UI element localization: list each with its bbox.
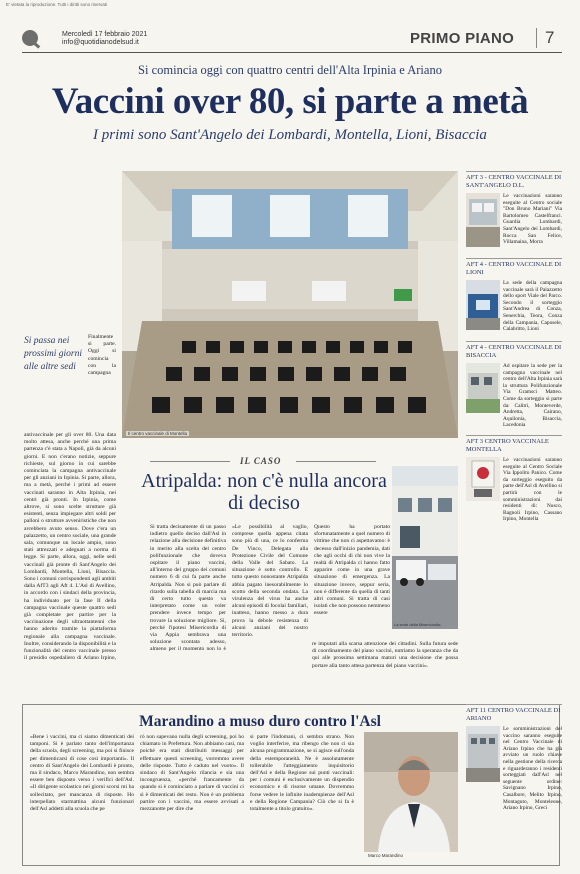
sidebar-text: Le somministrazioni del vaccino saranno eseguite nel Centro Vaccinale di Ariano Irpino che ha già avviato un ruolo chiave nella gestione della ricerca e riguarderanno i residenti sorteggiati dall'Asl nel seguente ordine: Savignano Irpino, Casalbore, Melito Irpino, Montaguto, Monteleone, Ariano Irpino, Greci (503, 726, 562, 812)
sidebar-block-ariano (466, 704, 562, 812)
center-photo (466, 457, 500, 523)
article-overline: Si comincia oggi con quattro centri dell'Alta Irpinia e Ariano (138, 63, 442, 77)
copyright-notice: E' vietata la riproduzione. Tutti i diritti sono riservati (6, 2, 108, 7)
sidebar-title: AFT 3 - CENTRO VACCINALE DI SANT'ANGELO D.L. (466, 171, 562, 190)
marandino-column-1: «Bene i vaccini, ma ci siamo dimenticati dei tamponi. Si è parlato tanto dell'importanza della scuola, degli screening, ma poi si finisce per dimenticarsi di cose così importanti». Il centro di Sant'Angelo dei Lombardi è pronto, ma il sindaco, Marco Marandino, non sembra essere ben disposto verso i verifici dell'Asl. «Il dirigente scolastico nei giorni scorsi mi ha sollecitato, per mancanza di risposte. Ho interpellato starmattina alcuni funzionari dell'Asl addetti alla scuola che pe (30, 734, 134, 813)
caso-divider-right (296, 461, 376, 462)
caso-column-4: re imputati alla scarsa attenzione dei cittadini. Sulla futura sede di coordinamento del piano vaccini, nutriamo la speranza che da qui alle prossima settimana maturi una decisione che possa portare alla tanto attesa partenza del piano vaccini». (312, 641, 458, 669)
caso-title: Atripalda: non c'è nulla ancora di deciso (141, 470, 387, 514)
marandino-portrait (364, 732, 458, 852)
caso-article (150, 524, 390, 654)
center-photo (466, 726, 500, 812)
sidebar-title: AFT 11 CENTRO VACCINALE DI ARIANO (466, 704, 562, 723)
publication-date: Mercoledì 17 febbraio 2021 (62, 31, 148, 38)
header-divider (22, 52, 562, 53)
sidebar-centers (466, 171, 562, 529)
sidebar-title: AFT 3 CENTRO VACCINALE MONTELLA (466, 435, 562, 454)
main-article-body: Finalmente si parte. Oggi si comincia con la campagna antivaccinale per gli over 80. Una data molto attesa, anche perché una prima partenza c'è stata a Napoli, già da alcuni giorni. E non c'erano notizie, seppure richieste, sul giorno in cui sarebbe cominciata la campagna antivaccinale per gli anziani in Irpinia. Si parte, allora, ma a metà, perché i primi ad essere vaccinati saranno in Alta Irpinia, nei centri già pronti. In Irpinia, come altrove, si sono scelte strutture già esistenti, senza impiegare altri soldi per palloni o strutture avveniristiche che non avrebbero avuto senso. Dove c'era un palazzetto, un centro sociale, una grande sala, comunque un locale ampio, sono stati attrezzati e adeguati a norma di legge. Si parte, allora, oggi, nelle sedi vaccinali già pronte di Sant'Angelo dei Lombardi, Montella, Lioni, Bisaccia. Sono i comuni corrispondenti agli ambiti dalla AfT3 agli Aft 4. L'Asl di Avellino, in accordo con i sindaci della provincia, ha individuato per la fase II della campagna vaccinale queste quattro sedi già completate per partire per la vaccinazione degli ultraottantenni che hanno aderito tramite la piattaforma regionale alla campagna vaccinale. Inoltre, considerando la disponibilità e la funzionalità del centro vaccinale presso il presidio ospedaliero di Ariano Irpino, (24, 334, 116, 661)
center-photo (466, 280, 500, 335)
center-photo (466, 363, 500, 429)
sidebar-title: AFT 4 - CENTRO VACCINALE DI LIONI (466, 258, 562, 277)
newspaper-logo-icon (22, 30, 38, 46)
sidebar-text: Le vaccinazioni saranno eseguite al Centro sociale "Don Bruno Mariani" Via Bartolomeo Castelfranci. Guardia Lombardi, Sant'Angelo dei Lombardi, Rocca San Felice, Villamaina, Morra (503, 193, 562, 246)
marandino-column-2: rò non sapevano nulla degli screening, poi ho chiamato in Prefettura. Non abbiamo casi, ma poiché era stati distribuiti messaggi per effettuare questi screening, vorremmo avere delle risposte. Tutto è caduto nel vuoto». Il sindaco di Sant'Angelo rilancia e sia una incongruenza, «perché francamente da quando si è cominciato a parlare di vaccini ci si è dimenticati dei resto. Non è un problema partire con i vaccini, ma essere avvisati a mezzanotte per dire che (140, 734, 244, 813)
sidebar-text: La sede della campagna vaccinale sarà il Palazzetto dello sport Viale del Parco. Secondo il sorteggio Sant'Andrea di Conza, Senerchia, Teora, Conza della Campania, Caposele, Calabritto, Lioni (503, 280, 562, 333)
marandino-column-3: si parte l'indomani, ci sembra strano. Non voglio interferire, ma ribengo che non ci sia alcuna programmazione, se si agisce sull'onda della estemporaneità. Ne è assolutamente tollerabile l'atteggiamento inquisitorio dell'Asl e della Regione sui punti vaccinali: per i comuni è esclusivamente un dispendio economico e di risorse umane. Dovremmo forse vedere le infinite inadempienze dell'Asl e della Regione Campania? Ciò che si fa è totalmente a titolo gratuito». (250, 734, 354, 813)
misericordia-photo (392, 466, 458, 629)
vaccination-center-photo (122, 171, 458, 438)
sidebar-block-bisaccia (466, 341, 562, 429)
sidebar-text: Le vaccinazioni saranno eseguite al Centro Sociale Via Ippolito Panico. Come da sorteggio eseguito da parte dell'Asl di Avellino si partirà con le somministrazioni dai residenti di: Nusco, Bagnoli Irpino, Cassano Irpino, Montella (503, 456, 562, 523)
pull-quote: Si passa nei prossimi giorni alle altre sedi (24, 336, 82, 372)
page-number: 7 (536, 28, 554, 48)
caso-label: IL CASO (240, 456, 282, 466)
misericordia-photo-caption: La sede della Misericordia (394, 622, 441, 627)
caso-column-2: «Le possibilità al vaglio, comprese quella appena citata sono più di una, ce lo conferma De Vinco, Delegata alla Protezione Civile del Comune della Valle del Sabato. La situazione è sotto controllo. E tutto questo nonostante Atripalda abbia pagato inesorabilmente lo scotto della seconda ondata. La virulenza del virus ha anche alcuni episodi di focolai familiari, inatteso, hanno messo a dura prova la debole resistenza di alcuni anziani del nostro territorio. (232, 524, 308, 639)
contact-email: info@quotidianodelsud.it (62, 39, 139, 46)
article-subhead: I primi sono Sant'Angelo dei Lombardi, Montella, Lioni, Bisaccia (93, 127, 487, 143)
caso-column-1: Si tratta decisamente di un passo indietro quello deciso dall'Asl in relazione alla decisione definitiva in merito alla scelta del centro polifunzionale che doveva ospitare il piano vaccini, all'interno del gruppo dei comuni numero 6 di cui fa parte anche Atripalda. Non si può parlare di ritardo sulla tabella di marcia ma di certo tutto questo va interpretato come un voler prendere invece tempo per trovare la soluzione migliore. Sì, perché l'ipotesi Misericordia di via Appia sembrava una soluzione scontata adesso, almeno per il momento non lo è (150, 524, 226, 653)
sidebar-title: AFT 4 - CENTRO VACCINALE DI BISACCIA (466, 341, 562, 360)
marandino-photo-caption: Marco Marandino (368, 853, 404, 858)
sidebar-block-montella (466, 435, 562, 523)
center-photo (466, 193, 500, 252)
sidebar-block-santangelo (466, 171, 562, 252)
dateline (62, 31, 147, 47)
marandino-title: Marandino a muso duro contro l'Asl (139, 713, 381, 730)
article-headline: Vaccini over 80, si parte a metà (51, 81, 529, 122)
sidebar-text: Ad ospitare la sede per la campagna vaccinale nel centro dell'Alta Irpinia sarà la struttura Polifunzionale Via Gramsci Matteo. Come da sorteggio si parte da: Calitri, Monteverde, Andretta, Cairano, Aquilonia, Bisaccia, Lacedonia (503, 363, 562, 429)
caso-divider-left (150, 461, 230, 462)
marandino-article (30, 734, 358, 862)
caso-column-3: Questo ha portato sfortunatamente a quel numero di vittime che non ci aspettavamo: è decesso dall'inizio pandemia, dati che agli occhi di chi non vive la realtà di Atripalda ci hanno fatto apparire come in una grave situazione di emergenza. La situazione invece, seppur seria, non è differente da quella di tanti altri comuni. Si tratta di casi isolati che non possono nemmeno essere (314, 524, 390, 617)
sidebar-block-lioni (466, 258, 562, 335)
main-photo-caption: Il centro vaccinale di Montella (128, 431, 188, 436)
section-name: PRIMO PIANO (410, 30, 515, 47)
